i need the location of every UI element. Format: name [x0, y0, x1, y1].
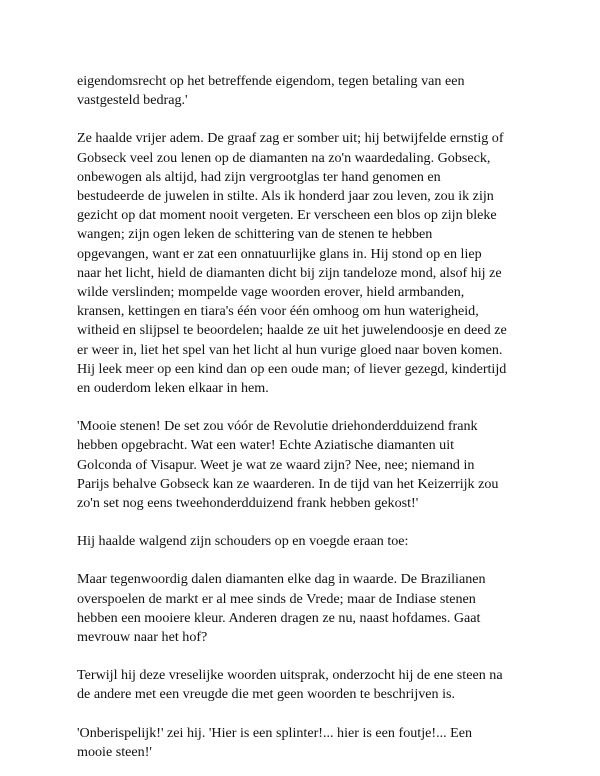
text-line: Hij haalde walgend zijn schouders op en voegde eraan toe:	[77, 533, 409, 550]
text-line: Hij leek meer op een kind dan op een oude man; of liever gezegd, kindertijd	[77, 360, 507, 377]
text-line: er weer in, liet het spel van het licht al hun vurige gloed naar boven komen.	[77, 341, 503, 358]
paragraph	[77, 417, 577, 513]
text-line: Ze haalde vrijer adem. De graaf zag er somber uit; hij betwijfelde ernstig of	[77, 130, 504, 147]
text-line: gezicht op dat moment nooit vergeten. Er verscheen een blos op zijn bleke	[77, 207, 497, 224]
text-line: 'Mooie stenen! De set zou vóór de Revolutie driehonderdduizend frank	[77, 418, 478, 435]
text-line: naar het licht, hield de diamanten dicht bij zijn tandeloze mond, alsof hij ze	[77, 264, 502, 281]
text-line: en ouderdom leken elkaar in hem.	[77, 380, 269, 397]
paragraph	[77, 570, 577, 647]
paragraph	[77, 129, 577, 398]
text-line: vastgesteld bedrag.'	[77, 92, 188, 109]
text-line: zo'n set nog eens tweehonderdduizend frank hebben gekost!'	[77, 495, 419, 512]
text-line: onbewogen als altijd, had zijn vergrootglas ter hand genomen en	[77, 168, 441, 185]
text-line: overspoelen de markt er al mee sinds de Vrede; maar de Indiase stenen	[77, 590, 476, 607]
text-line: hebben een mooiere kleur. Anderen dragen ze nu, naast hofdames. Gaat	[77, 609, 481, 626]
paragraph	[77, 532, 577, 551]
document-page	[77, 72, 577, 762]
paragraph	[77, 666, 577, 704]
text-line: hebben opgebracht. Wat een water! Echte Aziatische diamanten uit	[77, 437, 455, 454]
text-line: Terwijl hij deze vreselijke woorden uitsprak, onderzocht hij de ene steen na	[77, 667, 503, 684]
text-line: Parijs behalve Gobseck kan ze waarderen. In de tijd van het Keizerrijk zou	[77, 475, 499, 492]
text-line: eigendomsrecht op het betreffende eigendom, tegen betaling van een	[77, 73, 465, 89]
text-line: mooie steen!'	[77, 743, 152, 760]
text-line: Golconda of Visapur. Weet je wat ze waard zijn? Nee, nee; niemand in	[77, 456, 475, 473]
text-line: Maar tegenwoordig dalen diamanten elke dag in waarde. De Brazilianen	[77, 571, 486, 588]
text-line: bestudeerde de juwelen in stilte. Als ik honderd jaar zou leven, zou ik zijn	[77, 188, 494, 205]
text-line: Gobseck veel zou lenen op de diamanten na zo'n waardedaling. Gobseck,	[77, 149, 491, 166]
text-line: mevrouw naar het hof?	[77, 629, 208, 646]
text-line: wangen; zijn ogen leken de schittering van de stenen te hebben	[77, 226, 433, 243]
text-line: wilde verslinden; mompelde vage woorden erover, hield armbanden,	[77, 284, 465, 301]
text-line: de andere met een vreugde die met geen woorden te beschrijven is.	[77, 686, 456, 703]
paragraph	[77, 724, 577, 762]
text-line: witheid en slijpsel te beoordelen; haalde ze uit het juwelendoosje en deed ze	[77, 322, 507, 339]
text-line: 'Onberispelijk!' zei hij. 'Hier is een splinter!... hier is een foutje!... Een	[77, 724, 473, 741]
paragraph	[77, 72, 577, 110]
text-line: kransen, kettingen en tiara's één voor één omhoog om hun waterigheid,	[77, 303, 479, 320]
text-line: opgevangen, want er zat een onnatuurlijke glans in. Hij stond op en liep	[77, 245, 482, 262]
